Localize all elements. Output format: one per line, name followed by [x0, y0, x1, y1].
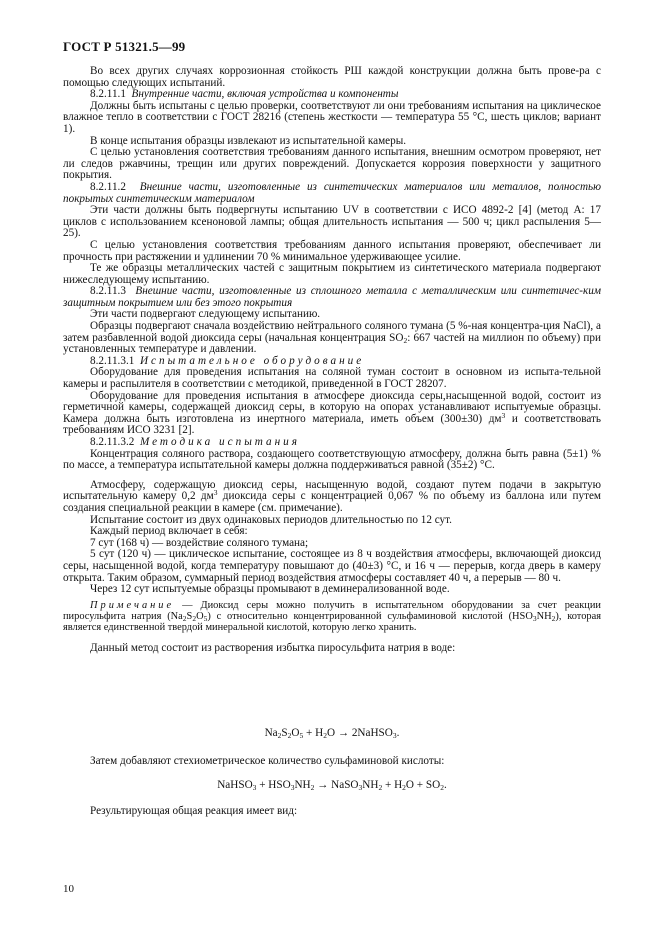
section-number: 8.2.11.2	[90, 180, 126, 193]
section-number: 8.2.11.3.2	[90, 436, 135, 448]
text-run: Атмосферу, содержащую диоксид серы, насыщенную водой, создают путем подачи в закрытую испытательную камеру 0,2 дм	[63, 478, 601, 503]
subscript: 3	[358, 783, 363, 792]
section-number: 8.2.11.1	[90, 88, 126, 101]
superscript: 3	[213, 488, 218, 498]
paragraph: Должны быть испытаны с целью проверки, соответствуют ли они требованиям испытания на циклическое влажное тепло в соответствии с ГОСТ 28216 (степень жесткости — температура 55 °С, шесть циклов; вариант 1).	[63, 99, 601, 135]
section-heading	[63, 437, 601, 449]
section-title: Внешние части, изготовленные из синтетических материалов или металлов, полностью покрытых синтетическим материалом	[63, 180, 601, 205]
section-number: 8.2.11.3.1	[90, 354, 135, 367]
text-run: ), которая является единственной твердой минеральной кислотой, которую легко хранить.	[63, 610, 601, 634]
paragraph: 5 сут (120 ч) — циклическое испытание, состоящее из 8 ч воздействия атмосферы, включающей диоксид серы, насыщенной водой, когда температуру повышают до (40±3) °С, и 16 ч — перерыв, когда дверь в камеру открыта. Таким образом, суммарный период воздействия атмосферы составляет 40 ч, а перерыв — 80 ч.	[63, 548, 601, 584]
section-title: Методика испытания	[139, 436, 300, 448]
section-title: Внешние части, изготовленные из сплошного металла с металлическим или синтетичес-ким защитным покрытием или без этого покрытия	[63, 285, 601, 309]
paragraph: Через 12 сут испытуемые образцы промывают в деминерализованной воде.	[90, 583, 450, 596]
paragraph: Затем добавляют стехиометрическое количество сульфаминовой кислоты:	[90, 755, 445, 767]
subscript: 2	[182, 613, 187, 623]
eq-term: + HSO	[256, 779, 291, 791]
paragraph	[63, 321, 601, 356]
subscript: 2	[277, 731, 282, 740]
paragraph: Концентрация соляного раствора, создающего соответствующую атмосферу, должна быть равна (5±1) % по массе, а температура испытательной камеры должна поддерживаться равной (35±2) °С.	[63, 447, 601, 472]
paragraph: В конце испытания образцы извлекают из испытательной камеры.	[90, 134, 407, 147]
eq-term: O + SO	[405, 779, 441, 791]
eq-term: .	[443, 779, 447, 791]
subscript: 2	[378, 783, 383, 792]
text-run: S	[186, 610, 193, 622]
eq-term: Na	[264, 727, 278, 739]
paragraph: Результирующая общая реакция имеет вид:	[90, 805, 298, 817]
subscript: 3	[532, 613, 537, 623]
section-number: 8.2.11.3	[90, 285, 126, 298]
text-run: Оборудование для проведения испытания в атмосфере диоксида серы,насыщенной водой, состоит из герметичной камеры, содержащей диоксид серы, в которую на опорах устанавливают испытуемые образцы. Камера должна быть изготовлена из инертного материала, иметь объем (300±30) дм	[63, 389, 601, 425]
subscript: 2	[310, 783, 315, 792]
subscript: 2	[402, 783, 406, 792]
body-text-block-1	[63, 66, 601, 655]
note-label: Примечание	[90, 599, 175, 611]
paragraph: Те же образцы металлических частей с защитным покрытием из синтетического материала подвергают нижеследующему испытанию.	[63, 262, 601, 286]
paragraph: Во всех других случаях коррозионная стойкость РШ каждой конструкции должна быть прове-ра с помощью следующих испытаний.	[63, 65, 601, 89]
text-run: диоксида серы с концентрацией 0,067 % по объему из баллона или путем создания специальной реакции в камере (см. примечание).	[63, 490, 601, 514]
text-run: NH	[536, 610, 552, 622]
page-number: 10	[63, 883, 74, 895]
subscript: 5	[299, 731, 304, 740]
paragraph: Испытание состоит из двух одинаковых периодов длительностью по 12 сут.	[90, 513, 452, 526]
eq-term: NH	[362, 779, 379, 791]
document-header: ГОСТ Р 51321.5—99	[63, 39, 186, 54]
note-paragraph	[63, 600, 601, 634]
text-run: Образцы подвергают сначала воздействию нейтрального соляного тумана (5 %-ная концентра-ция NaCl), а затем разбавленной водой диоксида серы (начальная концентрация SO	[63, 320, 601, 344]
text-run: — Диоксид серы можно получить в испытательном оборудовании за счет реакции пиросульфита натрия (Na	[63, 599, 601, 622]
eq-term: + H	[303, 727, 324, 739]
eq-term: .	[396, 727, 400, 739]
subscript: 3	[290, 783, 295, 792]
paragraph	[63, 480, 601, 515]
equation-1	[63, 727, 601, 739]
section-heading	[63, 182, 601, 205]
section-heading	[63, 286, 601, 309]
eq-term: O	[291, 727, 300, 739]
subscript: 2	[403, 335, 408, 345]
text-run: ) с относительно концентрированной сульфаминовой кислотой (HSO	[207, 610, 533, 622]
subscript: 2	[323, 731, 327, 740]
paragraph: С целью установления соответствия требованиям данного испытания проверяют, обеспечивает ли прочность при растяжении и удлинении 70 % минимальное удерживающее усилие.	[63, 238, 601, 263]
subscript: 5	[203, 613, 208, 623]
paragraph: Эти части подвергают следующему испытанию.	[90, 308, 321, 321]
section-title: Внутренние части, включая устройства и компоненты	[131, 88, 399, 101]
paragraph	[63, 391, 601, 437]
text-run: и соответствовать требованиям ИСО 3231 [2].	[63, 412, 601, 437]
subscript: 3	[392, 731, 397, 740]
paragraph: Данный метод состоит из растворения избытка пиросульфита натрия в воде:	[90, 642, 456, 655]
eq-term: NaHSO	[217, 779, 253, 791]
paragraph: 7 сут (168 ч) — воздействие соляного тумана;	[90, 536, 309, 549]
eq-term: S	[281, 727, 288, 739]
paragraph: Эти части должны быть подвергнуты испытанию UV в соответствии с ИСО 4892-2 [4] (метод А: 17 циклов с использованием ксеноновой лампы; общая длительность испытания — 500 ч; цикл распыления 5—25).	[63, 204, 601, 240]
eq-term: NH	[294, 779, 311, 791]
eq-term: → NaSO	[314, 779, 359, 791]
subscript: 2	[287, 731, 292, 740]
paragraph: Оборудование для проведения испытания на соляной туман состоит в основном из испыта-тельной камеры и распылителя в соответствии с методикой, приведенной в ГОСТ 28207.	[63, 366, 601, 391]
eq-term: + H	[382, 779, 403, 791]
section-title: Испытательное оборудование	[139, 354, 365, 367]
superscript: 3	[501, 410, 506, 420]
subscript: 3	[252, 783, 257, 792]
paragraph: С целью установления соответствия требованиям данного испытания, внешним осмотром проверяют, нет ли следов ржавчины, трещин или других повреждений. Допускается коррозия поверхности у защитного покрытия.	[63, 146, 601, 182]
text-run: O	[196, 610, 204, 622]
subscript: 2	[440, 783, 444, 792]
subscript: 2	[192, 613, 197, 623]
subscript: 2	[551, 613, 556, 623]
equation-2	[63, 779, 601, 791]
paragraph: Каждый период включает в себя:	[90, 525, 248, 538]
eq-term: O → 2NaHSO	[326, 727, 393, 739]
text-run: : 667 частей на миллион по объему) при установленных температуре и давлении.	[63, 331, 601, 356]
